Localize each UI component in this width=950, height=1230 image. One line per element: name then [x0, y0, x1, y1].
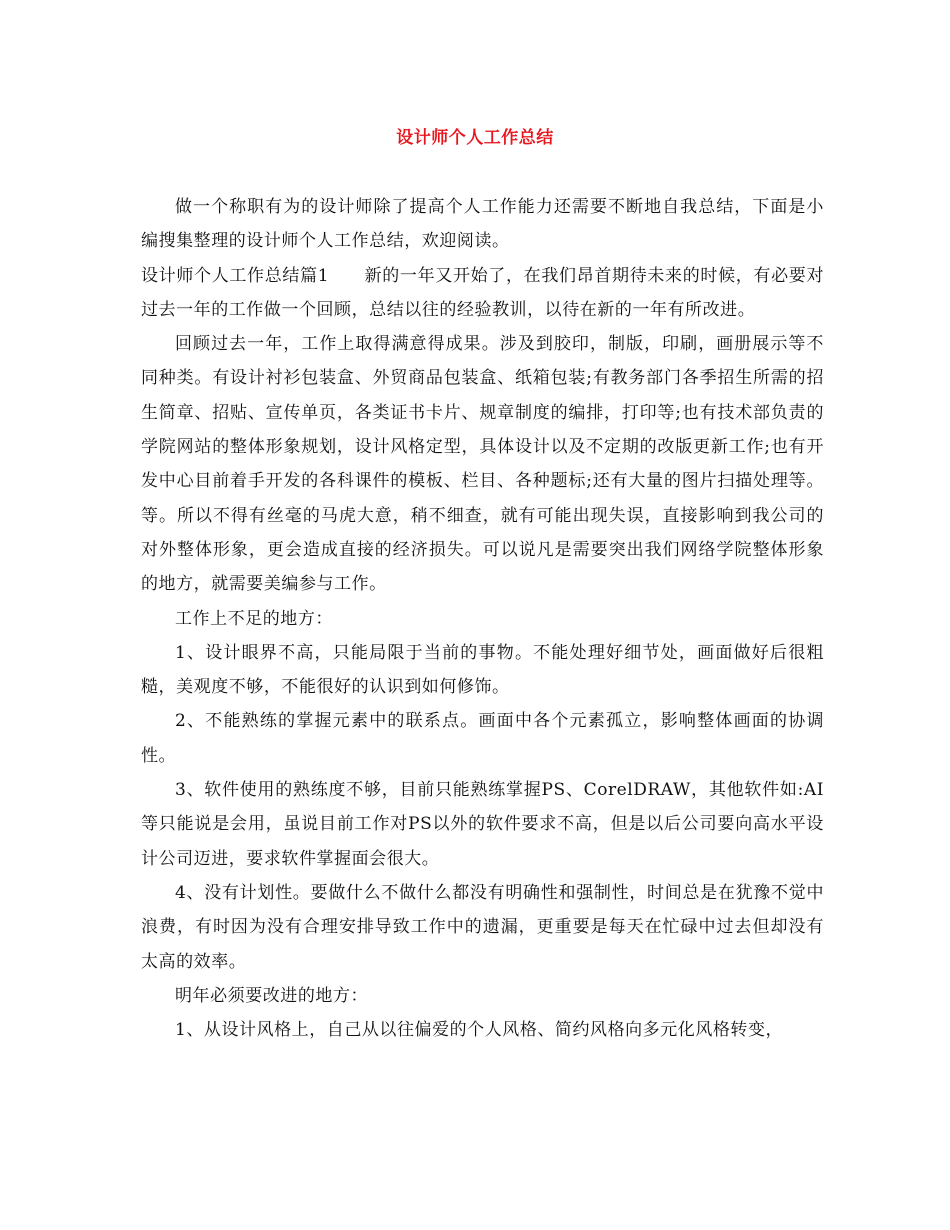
- document-body: [141, 190, 824, 1047]
- body-paragraph: 工作上不足的地方：: [175, 608, 333, 629]
- body-paragraph: 做一个称职有为的设计师除了提高个人工作能力还需要不断地自我总结，下面是小编搜集整理的设计师个人工作总结，欢迎阅读。: [141, 197, 824, 252]
- body-paragraph: 2、不能熟练的掌握元素中的联系点。画面中各个元素孤立，影响整体画面的协调性。: [141, 711, 824, 766]
- body-paragraph: 回顾过去一年，工作上取得满意得成果。涉及到胶印，制版，印刷，画册展示等不同种类。有设计衬衫包装盒、外贸商品包装盒、纸箱包装;有教务部门各季招生所需的招生简章、招贴、宣传单页，各类证书卡片、规章制度的编排，打印等;也有技术部负责的学院网站的整体形象规划，设计风格定型，具体设计以及不定期的改版更新工作;也有开发中心目前着手开发的各科课件的模板、栏目、各种题标;还有大量的图片扫描处理等。等。所以不得有丝毫的马虎大意，稍不细查，就有可能出现失误，直接影响到我公司的对外整体形象，更会造成直接的经济损失。可以说凡是需要突出我们网络学院整体形象的地方，就需要美编参与工作。: [141, 334, 824, 595]
- body-paragraph: 1、设计眼界不高，只能局限于当前的事物。不能处理好细节处，画面做好后很粗糙，美观度不够，不能很好的认识到如何修饰。: [141, 642, 824, 698]
- body-paragraph: 1、从设计风格上，自己从以往偏爱的个人风格、简约风格向多元化风格转变，: [175, 1020, 784, 1041]
- body-paragraph: 明年必须要改进的地方：: [175, 985, 369, 1006]
- body-paragraph: 3、软件使用的熟练度不够，目前只能熟练掌握PS、CorelDRAW，其他软件如:AI 等只能说是会用，虽说目前工作对PS以外的软件要求不高，但是以后公司要向高水平设计公司迈进，要求软件掌握面会很大。: [141, 780, 824, 869]
- body-paragraph: 设计师个人工作总结篇1 新的一年又开始了，在我们昂首期待未来的时候，有必要对过去一年的工作做一个回顾，总结以往的经验教训，以待在新的一年有所改进。: [141, 265, 824, 320]
- body-paragraph: 4、没有计划性。要做什么不做什么都没有明确性和强制性，时间总是在犹豫不觉中浪费，有时因为没有合理安排导致工作中的遗漏，更重要是每天在忙碌中过去但却没有太高的效率。: [141, 882, 824, 972]
- document-title: 设计师个人工作总结: [396, 128, 554, 148]
